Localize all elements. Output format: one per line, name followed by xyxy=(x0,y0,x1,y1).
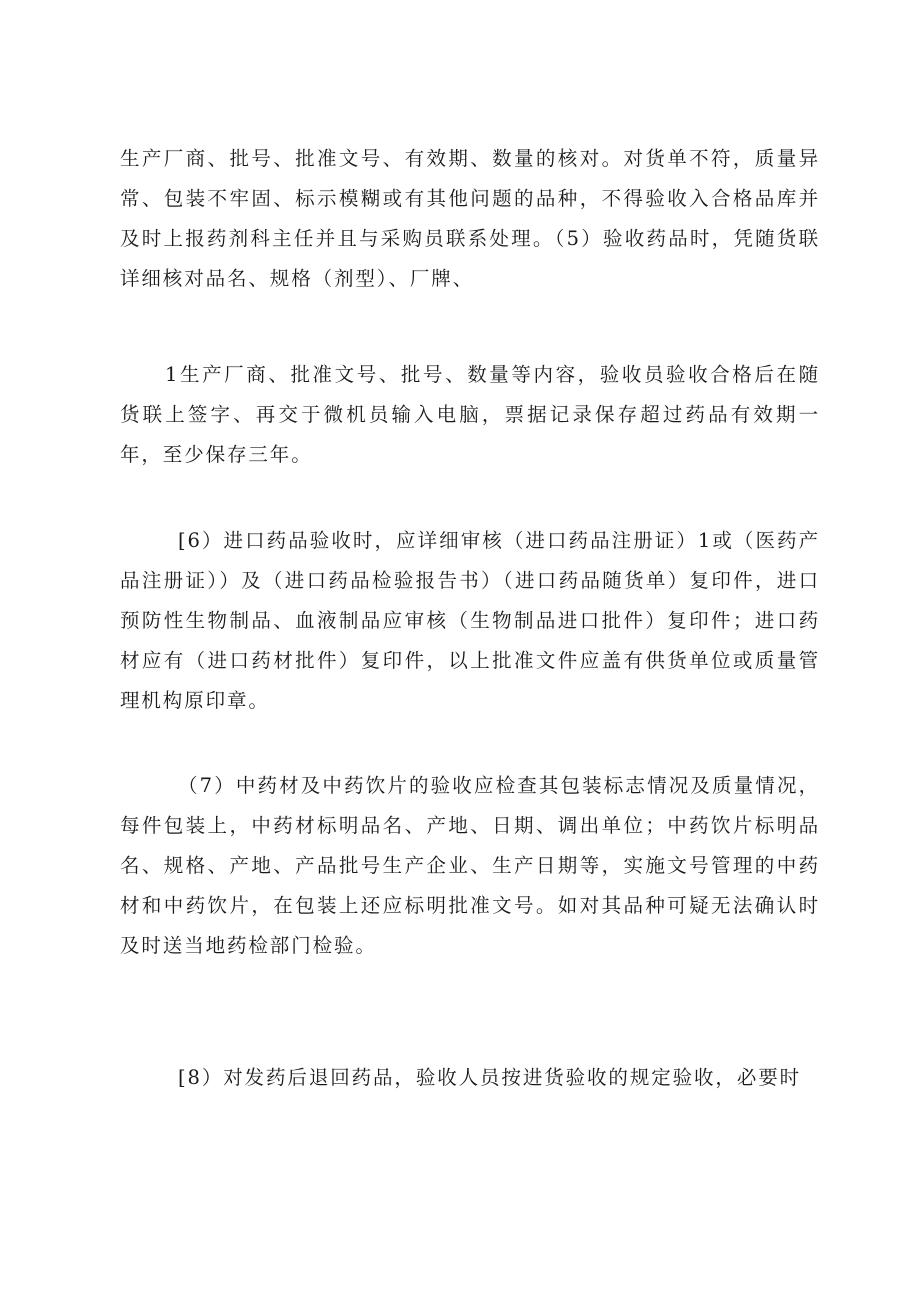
paragraph-chinese-herbal-medicine: （7）中药材及中药饮片的验收应检查其包装标志情况及质量情况，每件包装上，中药材标明品名、产地、日期、调出单位；中药饮片标明品名、规格、产地、产品批号生产企业、生产日期等，实施文号管理的中药材和中药饮片，在包装上还应标明批准文号。如对其品种可疑无法确认时及时送当地药检部门检验。 xyxy=(120,774,820,957)
paragraph-imported-drugs: [6）进口药品验收时，应详细审核（进口药品注册证）1或（医药产品注册证））及（进口药品检验报告书）（进口药品随货单）复印件，进口预防性生物制品、血液制品应审核（生物制品进口批件）复印件；进口药材应有（进口药材批件）复印件，以上批准文件应盖有供货单位或质量管理机构原印章。 xyxy=(120,529,820,712)
paragraph-verification-check: 生产厂商、批号、批准文号、有效期、数量的核对。对货单不符，质量异常、包装不牢固、标示模糊或有其他问题的品种，不得验收入合格品库并及时上报药剂科主任并且与采购员联系处理。（5）验收药品时，凭随货联详细核对品名、规格（剂型）、厂牌、 xyxy=(120,147,820,290)
paragraph-receipt-signing: 1生产厂商、批准文号、批号、数量等内容，验收员验收合格后在随货联上签字、再交于微机员输入电脑，票据记录保存超过药品有效期一年，至少保存三年。 xyxy=(120,363,820,466)
paragraph-returned-drugs: [8）对发药后退回药品，验收人员按进货验收的规定验收，必要时 xyxy=(178,1066,802,1089)
